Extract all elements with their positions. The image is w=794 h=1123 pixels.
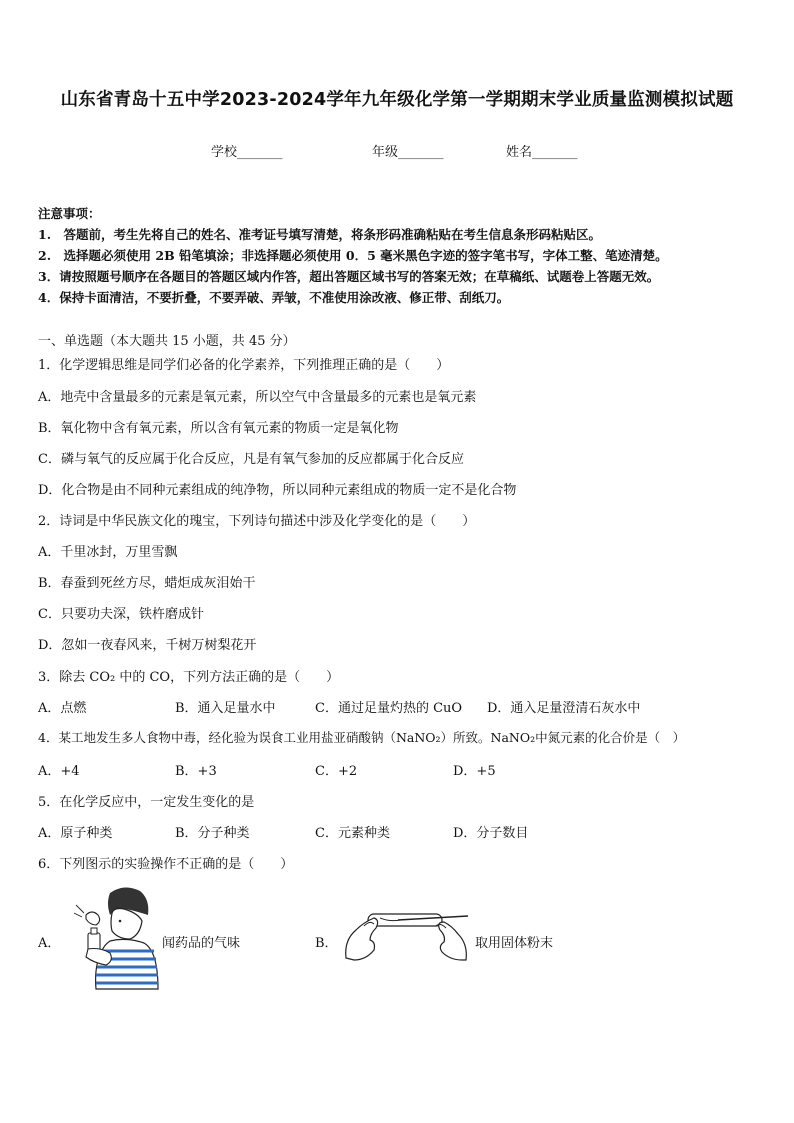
- powder-sampling-figure: [340, 900, 470, 962]
- school-field: 学校_______: [211, 145, 283, 160]
- q2-option-c: C．只要功夫深，铁杵磨成针: [38, 607, 204, 622]
- q3-option-b: B．通入足量水中: [175, 701, 276, 716]
- q5-option-d: D．分子数目: [453, 826, 529, 841]
- q5-option-b: B．分子种类: [175, 826, 250, 841]
- q1-option-a: A．地壳中含量最多的元素是氧元素，所以空气中含量最多的元素也是氧元素: [38, 390, 477, 405]
- exam-title: 山东省青岛十五中学2023-2024学年九年级化学第一学期期末学业质量监测模拟试题: [60, 90, 734, 110]
- notice-item-4: 4．保持卡面清洁，不要折叠，不要弄破、弄皱，不准使用涂改液、修正带、刮纸刀。: [38, 290, 510, 305]
- q5-option-a: A．原子种类: [38, 826, 113, 841]
- notice-item-2: 2. 选择题必须使用 2B 铅笔填涂；非选择题必须使用 0．5 毫米黑色字迹的签字笔书写，字体工整、笔迹清楚。: [38, 248, 668, 263]
- q4-option-c: C．+2: [315, 764, 358, 779]
- q6-stem: 6．下列图示的实验操作不正确的是（ ）: [38, 857, 294, 872]
- notice-item-1: 1. 答题前，考生先将自己的姓名、准考证号填写清楚，将条形码准确粘贴在考生信息条形码粘贴区。: [38, 227, 602, 242]
- q1-option-c: C．磷与氧气的反应属于化合反应，凡是有氧气参加的反应都属于化合反应: [38, 452, 464, 467]
- q3-option-a: A．点燃: [38, 701, 87, 716]
- name-field: 姓名_______: [506, 145, 578, 160]
- notice-item-3: 3．请按照题号顺序在各题目的答题区域内作答，超出答题区域书写的答案无效；在草稿纸、试题卷上答题无效。: [38, 269, 660, 284]
- q6-option-b-label: B．: [315, 936, 338, 951]
- q4-option-d: D．+5: [453, 764, 496, 779]
- section-heading: 一、单选题（本大题共 15 小题，共 45 分）: [38, 334, 296, 349]
- q3-option-c: C．通过足量灼热的 CuO: [315, 701, 463, 716]
- q4-stem: 4．某工地发生多人食物中毒，经化验为误食工业用盐亚硝酸钠（NaNO₂）所致。NaNO₂中氮元素的化合价是（ ）: [38, 730, 686, 745]
- q3-option-d: D．通入足量澄清石灰水中: [487, 701, 641, 716]
- q1-option-b: B．氧化物中含有氧元素，所以含有氧元素的物质一定是氧化物: [38, 421, 399, 436]
- q2-stem: 2．诗词是中华民族文化的瑰宝，下列诗句描述中涉及化学变化的是（ ）: [38, 514, 476, 529]
- q6-option-a-caption: 闻药品的气味: [162, 936, 241, 951]
- q2-option-b: B．春蚕到死丝方尽，蜡炬成灰泪始干: [38, 576, 256, 591]
- q6-option-b-caption: 取用固体粉末: [475, 936, 554, 951]
- q1-option-d: D．化合物是由不同种元素组成的纯净物，所以同种元素组成的物质一定不是化合物: [38, 483, 517, 498]
- grade-field: 年级_______: [372, 145, 444, 160]
- q2-option-a: A．千里冰封，万里雪飘: [38, 545, 178, 560]
- q1-stem: 1．化学逻辑思维是同学们必备的化学素养，下列推理正确的是（ ）: [38, 358, 450, 373]
- q2-option-d: D．忽如一夜春风来，千树万树梨花开: [38, 638, 257, 653]
- smelling-reagent-figure: [66, 885, 162, 990]
- q5-stem: 5．在化学反应中，一定发生变化的是: [38, 795, 255, 810]
- q6-option-a-label: A．: [38, 936, 61, 951]
- q5-option-c: C．元素种类: [315, 826, 390, 841]
- q3-stem: 3．除去 CO₂ 中的 CO，下列方法正确的是（ ）: [38, 670, 340, 685]
- notice-heading: 注意事项：: [38, 206, 101, 221]
- q4-option-a: A．+4: [38, 764, 80, 779]
- q4-option-b: B．+3: [175, 764, 217, 779]
